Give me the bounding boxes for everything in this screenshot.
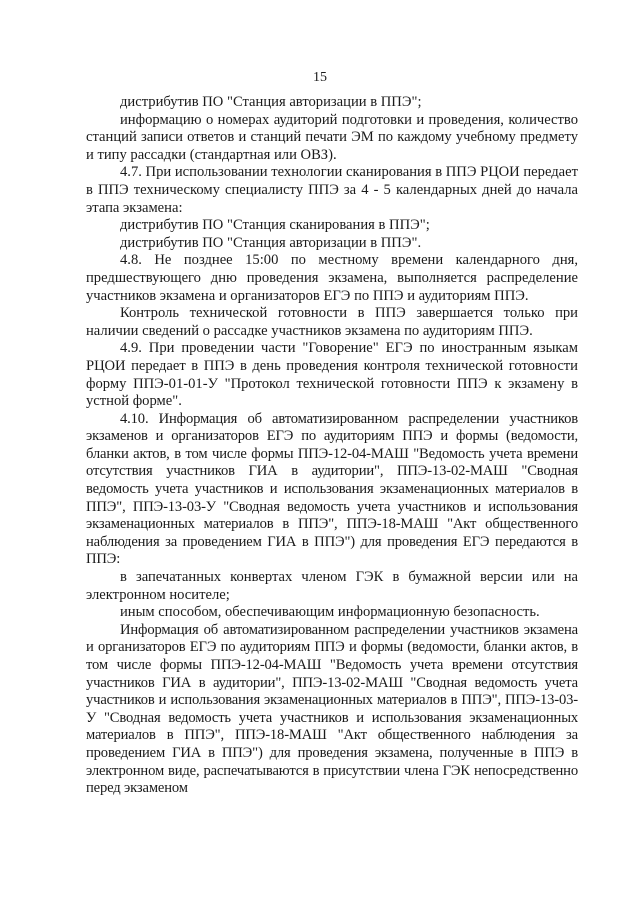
page-number: 15 [313, 70, 327, 85]
paragraph-distributive-scanning: дистрибутив ПО "Станция сканирования в ППЭ"; [120, 217, 430, 234]
paragraph-4-10: 4.10. Информация об автоматизированном распределении участников экзаменов и организаторов ЕГЭ по аудиториям ППЭ и формы (ведомости, бланки актов, в том числе формы ППЭ-12-04-МАШ "Ведомость учета времени отсутствия участников ГИА в аудитории", ППЭ-13-02-МАШ "Сводная ведомость учета участников и использования экзаменационных материалов в ППЭ", ППЭ-13-03-У "Сводная ведомость учета участников и использования экзаменационных материалов в ППЭ", ППЭ-18-МАШ "Акт общественного наблюдения за проведением ГИА в ППЭ") для проведения ЕГЭ передаются в ППЭ: [86, 410, 578, 568]
paragraph-4-9: 4.9. При проведении части "Говорение" ЕГЭ по иностранным языкам РЦОИ передает в ППЭ в день проведения контроля технической готовности форму ППЭ-01-01-У "Протокол технической готовности ППЭ к экзамену в устной форме". [86, 340, 578, 410]
document-body [86, 94, 578, 798]
paragraph-auditorium-info: информацию о номерах аудиторий подготовки и проведения, количество станций записи ответов и станций печати ЭМ по каждому учебному предмету и типу рассадки (стандартная или ОВЗ). [86, 111, 578, 163]
paragraph-sealed-envelopes: в запечатанных конвертах членом ГЭК в бумажной версии или на электронном носителе; [86, 569, 578, 603]
paragraph-distributive-authorization: дистрибутив ПО "Станция авторизации в ППЭ"; [120, 94, 422, 110]
paragraph-distributive-authorization-2: дистрибутив ПО "Станция авторизации в ППЭ". [120, 234, 422, 251]
paragraph-other-method: иным способом, обеспечивающим информационную безопасность. [120, 604, 540, 621]
paragraph-electronic-forms: Информация об автоматизированном распределении участников экзамена и организаторов ЕГЭ по аудиториям ППЭ и формы (ведомости, бланки актов, в том числе формы ППЭ-12-04-МАШ "Ведомость учета времени отсутствия участников ГИА в аудитории", ППЭ-13-02-МАШ "Сводная ведомость учета участников и использования экзаменационных материалов в ППЭ", ППЭ-13-03-У "Сводная ведомость учета участников и использования экзаменационных материалов в ППЭ", ППЭ-18-МАШ "Акт общественного наблюдения за проведением ГИА в ППЭ") для проведения экзамена, полученные в ППЭ в электронном виде, распечатываются в присутствии члена ГЭК непосредственно перед экзаменом [86, 621, 578, 797]
paragraph-4-8: 4.8. Не позднее 15:00 по местному времени календарного дня, предшествующего дню проведения экзамена, выполняется распределение участников экзамена и организаторов ЕГЭ по ППЭ и аудиториям ППЭ. [86, 252, 578, 304]
paragraph-4-7: 4.7. При использовании технологии сканирования в ППЭ РЦОИ передает в ППЭ техническому специалисту ППЭ за 4 - 5 календарных дней до начала этапа экзамена: [86, 164, 578, 216]
paragraph-technical-readiness: Контроль технической готовности в ППЭ завершается только при наличии сведений о рассадке участников экзамена по аудиториям ППЭ. [86, 305, 578, 339]
